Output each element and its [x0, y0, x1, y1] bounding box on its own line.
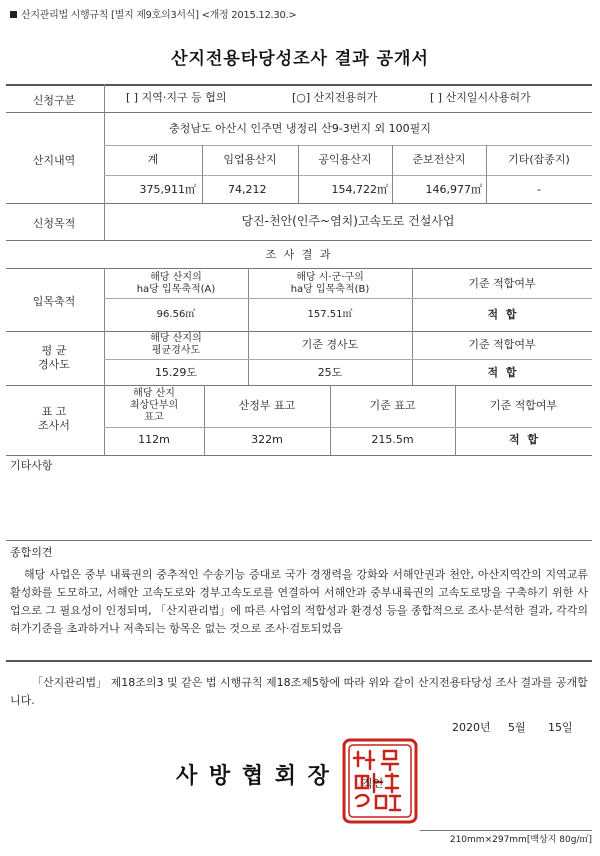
standing-value-region: 157.51㎥ — [307, 309, 353, 320]
seal-label: 직인 — [362, 777, 384, 790]
inner-divider — [104, 427, 592, 428]
inner-divider — [104, 298, 592, 299]
slope-header-site: 해당 산지의 평균경사도 — [150, 333, 202, 356]
value-other: - — [537, 183, 541, 196]
purpose-label: 신청목적 — [32, 217, 76, 230]
slope-value-standard: 25도 — [317, 366, 343, 379]
header-forestry: 임업용산지 — [223, 153, 277, 166]
document-title: 산지전용타당성조사 결과 공개서 — [171, 49, 429, 69]
standing-timber-label: 입목축적 — [32, 295, 76, 308]
divider — [6, 112, 592, 113]
overall-opinion-text: 해당 사업은 중부 내륙권의 중추적인 수송기능 증대로 국가 경쟁력을 강화와 서해안권과 천안, 아산지역간의 지역교류 활성화를 도모하고, 서해안 고속도로와 경부고속도로를 연결하여 서해안과 중부내륙권의 고속도로망을 구축하기 위한 사업으로 그 필요성이 인정되며, 「산지관리법」에 따른 사업의 적합성과 환경성 등을 종합적으로 조사·분석한 결과, 각각의 허가기준을 초과하거나 저촉되는 항목은 없는 것으로 조사·검토되었음 — [10, 568, 588, 635]
divider — [6, 268, 592, 269]
standing-value-site: 96.56㎥ — [156, 309, 196, 320]
forest-location: 충청남도 아산시 인주면 냉정리 산9-3번지 외 100필지 — [169, 122, 431, 135]
divider — [6, 240, 592, 241]
standing-header-site: 해당 산지의 ha당 입목축적(A) — [136, 272, 216, 295]
square-bullet-icon — [10, 11, 17, 18]
option-temporary-use-permit: [ ] 산지일시사용허가 — [430, 91, 531, 104]
header-other: 기타(잡종지) — [508, 153, 570, 166]
value-total: 375,911㎡ — [139, 183, 196, 196]
date-day: 15일 — [548, 721, 573, 734]
purpose-value: 당진-천안(인주~염치)고속도로 건설사업 — [241, 214, 455, 228]
inner-divider — [104, 359, 592, 360]
elevation-header-site-top: 해당 산지 최상단부의 표고 — [129, 388, 179, 423]
value-public-interest: 154,722㎡ — [331, 183, 388, 196]
option-zone-consultation: [ ] 지역·지구 등 협의 — [126, 91, 227, 104]
elevation-value-standard: 215.5m — [371, 433, 414, 446]
inner-divider — [104, 145, 592, 146]
publication-notice: 「산지관리법」 제18조의3 및 같은 법 시행규칙 제18조제5항에 따라 위와 같이 산지전용타당성 조사 결과를 공개합니다. — [10, 676, 588, 707]
value-semi-conservation: 146,977㎡ — [425, 183, 482, 196]
issuer-name: 사 방 협 회 장 — [176, 764, 331, 789]
date-year: 2020년 — [452, 721, 491, 734]
table-top-border — [6, 84, 592, 86]
divider — [6, 455, 592, 456]
form-reference-note: 산지관리법 시행규칙 [별지 제9호의3서식] <개정 2015.12.30.> — [10, 6, 297, 21]
header-public-interest: 공익용산지 — [318, 153, 372, 166]
elevation-label: 표 고 조사서 — [38, 405, 70, 432]
elevation-header-summit: 산정부 표고 — [238, 399, 296, 412]
slope-header-compliance: 기준 적합여부 — [468, 338, 536, 351]
value-forestry: 74,212 — [228, 183, 267, 196]
standing-header-region: 해당 시·군·구의 ha당 입목축적(B) — [290, 272, 370, 295]
slope-value-compliance: 적 합 — [487, 366, 517, 379]
forest-details-label: 산지내역 — [32, 154, 76, 167]
standing-value-compliance: 적 합 — [487, 308, 517, 321]
elevation-value-summit: 322m — [251, 433, 283, 446]
standing-header-compliance: 기준 적합여부 — [468, 277, 536, 290]
paper-spec: 210mm×297mm[백상지 80g/㎡] — [449, 835, 592, 845]
divider — [6, 540, 592, 541]
application-type-label: 신청구분 — [32, 94, 76, 107]
results-title: 조 사 결 과 — [265, 248, 333, 261]
slope-value-site: 15.29도 — [154, 366, 198, 379]
elevation-header-compliance: 기준 적합여부 — [489, 399, 558, 412]
divider — [6, 331, 592, 332]
elevation-header-standard: 기준 표고 — [369, 399, 416, 412]
slope-header-standard: 기준 경사도 — [301, 338, 359, 351]
option-forest-conversion-permit: [○] 산지전용허가 — [292, 91, 378, 104]
date-month: 5월 — [508, 721, 526, 734]
other-notes-label: 기타사항 — [10, 459, 53, 472]
table-bottom-border — [6, 660, 592, 662]
footer-divider — [420, 830, 592, 831]
header-semi-conservation: 준보전산지 — [412, 153, 466, 166]
elevation-value-site-top: 112m — [138, 433, 170, 446]
overall-opinion-label: 종합의견 — [10, 546, 53, 559]
average-slope-label: 평 균 경사도 — [38, 344, 70, 371]
elevation-value-compliance: 적 합 — [509, 433, 538, 446]
divider — [6, 203, 592, 204]
divider — [6, 385, 592, 386]
inner-divider — [104, 175, 592, 176]
header-total: 계 — [147, 153, 159, 166]
